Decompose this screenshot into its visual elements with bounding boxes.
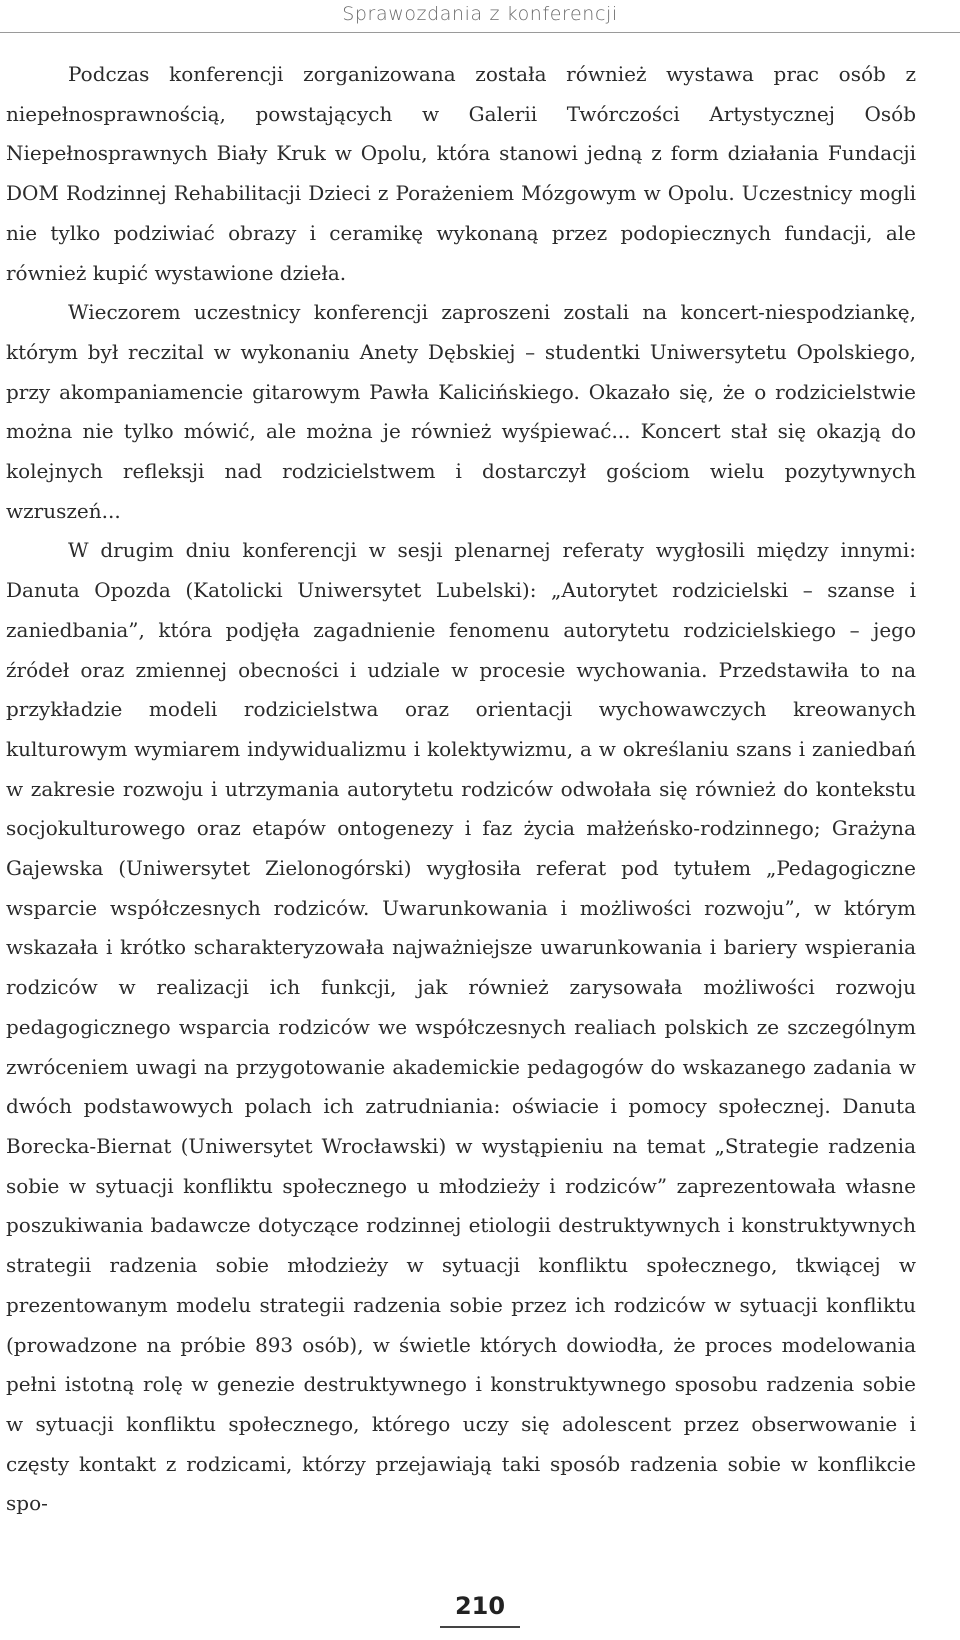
header-divider xyxy=(0,32,960,33)
paragraph-exhibition: Podczas konferencji zorganizowana została również wystawa prac osób z niepełnosprawnością, powstających w Galerii Twórczości Artystycznej Osób Niepełnosprawnych Biały Kruk w Opolu, która stanowi jedną z form działania Fundacji DOM Rodzinnej Rehabilitacji Dzieci z Porażeniem Mózgowym w Opolu. Uczestnicy mogli nie tylko podziwiać obrazy i ceramikę wykonaną przez podopiecznych fundacji, ale również kupić wystawione dzieła. xyxy=(6,62,916,285)
article-body xyxy=(6,55,916,1524)
running-head-title: Sprawozdania z konferencji xyxy=(342,3,618,25)
paragraph-concert: Wieczorem uczestnicy konferencji zaproszeni zostali na koncert-niespodziankę, którym był reczital w wykonaniu Anety Dębskiej – studentki Uniwersytetu Opolskiego, przy akompaniamencie gitarowym Pawła Kalicińskiego. Okazało się, że o rodzicielstwie można nie tylko mówić, ale można je również wyśpiewać... Koncert stał się okazją do kolejnych refleksji nad rodzicielstwem i dostarczył gościom wielu pozytywnych wzruszeń... xyxy=(6,300,916,523)
paragraph-plenary-session: W drugim dniu konferencji w sesji plenarnej referaty wygłosili między innymi: Danuta Opozda (Katolicki Uniwersytet Lubelski): „Autorytet rodzicielski – szanse i zaniedbania”, która podjęła zagadnienie fenomenu autorytetu rodzicielskiego – jego źródeł oraz zmiennej obecności i udziale w procesie wychowania. Przedstawiła to na przykładzie modeli rodzicielstwa oraz orientacji wychowawczych kreowanych kulturowym wymiarem indywidualizmu i kolektywizmu, a w określaniu szans i zaniedbań w zakresie rozwoju i utrzymania autorytetu rodziców odwołała się również do kontekstu socjokulturowego oraz etapów ontogenezy i faz życia małżeńsko-rodzinnego; Grażyna Gajewska (Uniwersytet Zielonogórski) wygłosiła referat pod tytułem „Pedagogiczne wsparcie współczesnych rodziców. Uwarunkowania i możliwości rozwoju”, w którym wskazała i krótko scharakteryzowała najważniejsze uwarunkowania i bariery wspierania rodziców w realizacji ich funkcji, jak również zarysowała możliwości rozwoju pedagogicznego wsparcia rodziców we współczesnych realiach polskich ze szczególnym zwróceniem uwagi na przygotowanie akademickie pedagogów do wskazanego zadania w dwóch podstawowych polach ich zatrudniania: oświacie i pomocy społecznej. Danuta Borecka-Biernat (Uniwersytet Wrocławski) w wystąpieniu na temat „Strategie radzenia sobie w sytuacji konfliktu społecznego u młodzieży i rodziców” zaprezentowała własne poszukiwania badawcze dotyczące rodzinnej etiologii destruktywnych i konstruktywnych strategii radzenia sobie młodzieży w sytuacji konfliktu społecznego, tkwiącej w prezentowanym modelu strategii radzenia sobie przez ich rodziców w sytuacji konfliktu (prowadzone na próbie 893 osób), w świetle których dowiodła, że proces modelowania pełni istotną rolę w genezie destruktywnego i konstruktywnego sposobu radzenia sobie w sytuacji konfliktu społecznego, którego uczy się adolescent przez obserwowanie i częsty kontakt z rodzicami, którzy przejawiają taki sposób radzenia sobie w konflikcie spo- xyxy=(6,538,916,1516)
page-number-underline xyxy=(440,1626,520,1628)
page-number: 210 xyxy=(454,1592,506,1620)
